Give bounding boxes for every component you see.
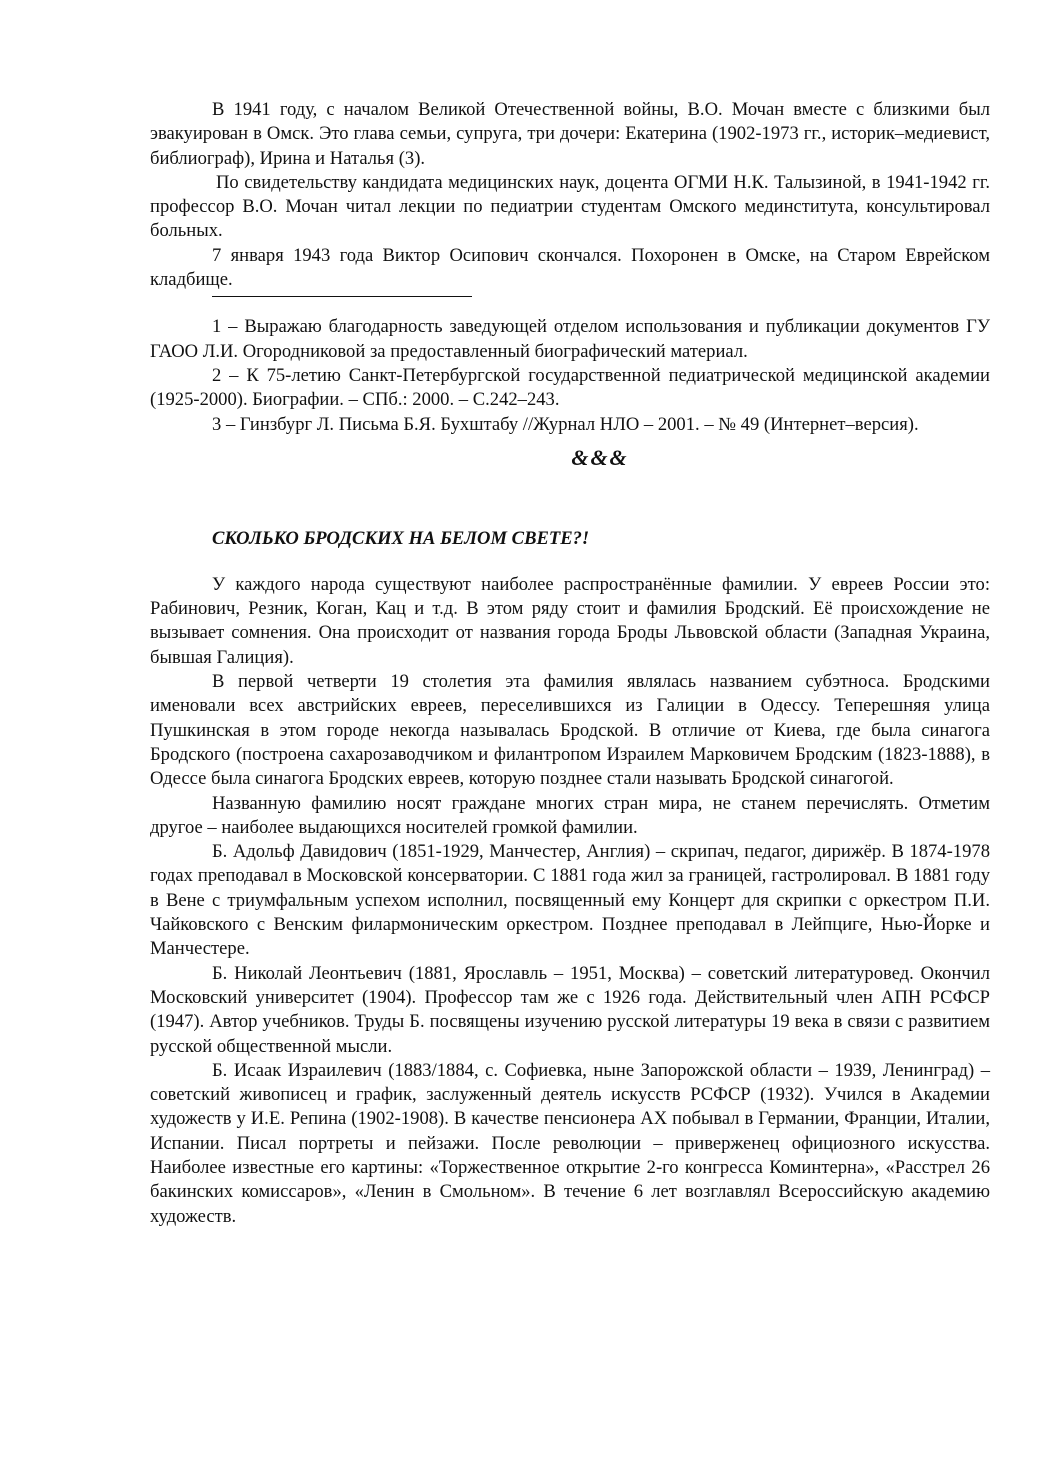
intro-paragraph-1: В 1941 году, с началом Великой Отечественной войны, В.О. Мочан вместе с близкими был эвакуирован в Омск. Это глава семьи, супруга, три дочери: Екатерина (1902-1973 гг., историк–медиевист, библиограф), Ирина и Наталья (3). [150,99,990,169]
article-paragraph: Б. Адольф Давидович (1851-1929, Манчестер, Англия) – скрипач, педагог, дирижёр. В 1874-1978 годах преподавал в Московской консерватории. С 1881 года жил за границей, гастролировал. В 1881 году в Вене с триумфальным успехом исполнил, посвященный ему Концерт для скрипки с оркестром П.И. Чайковского с Венским филармоническим оркестром. Позднее преподавал в Лейпциге, Нью-Йорке и Манчестере. [150,841,990,960]
article-paragraph: Б. Николай Леонтьевич (1881, Ярославль – 1951, Москва) – советский литературовед. Окончил Московский университет (1904). Профессор там же с 1926 года. Действительный член АПН РСФСР (1947). Автор учебников. Труды Б. посвящены изучению русской литературы 19 века в связи с развитием русской общественной мысли. [150,962,990,1057]
document-page [150,98,990,1229]
intro-paragraph-3: 7 января 1943 года Виктор Осипович скончался. Похоронен в Омске, на Старом Еврейском кладбище. [150,244,990,291]
article-paragraph: У каждого народа существуют наиболее распространённые фамилии. У евреев России это: Рабинович, Резник, Коган, Кац и т.д. В этом ряду стоит и фамилия Бродский. Её происхождение не вызывает сомнения. Она происходит от названия города Броды Львовской области (Западная Украина, бывшая Галиция). [150,573,990,668]
intro-paragraph-2: По свидетельству кандидата медицинских наук, доцента ОГМИ Н.К. Талызиной, в 1941-1942 гг. профессор В.О. Мочан читал лекции по педиатрии студентам Омского мединститута, консультировал больных. [150,171,990,242]
article-title: СКОЛЬКО БРОДСКИХ НА БЕЛОМ СВЕТЕ?! [212,527,590,549]
footnote-1: 1 – Выражаю благодарность заведующей отделом использования и публикации документов ГУ ГАОО Л.И. Огородниковой за предоставленный биографический материал. [150,316,990,362]
section-divider-ornament: &&& [571,444,629,470]
article-paragraph: В первой четверти 19 столетия эта фамилия являлась названием субэтноса. Бродскими именовали всех австрийских евреев, переселившихся из Галиции в Одессу. Теперешняя улица Пушкинская в этом городе некогда называлась Бродской. В отличие от Киева, где была синагога Бродского (построена сахарозаводчиком и филантропом Израилем Марковичем Бродским (1823-1888), в Одессе была синагога Бродских евреев, которую позднее стали называть Бродской синагогой. [150,671,990,790]
article-paragraph: Названную фамилию носят граждане многих стран мира, не станем перечислять. Отметим другое – наиболее выдающихся носителей громкой фамилии. [150,792,990,838]
footnote-2: 2 – К 75-летию Санкт-Петербургской государственной педиатрической медицинской академии (1925-2000). Биографии. – СПб.: 2000. – С.242–243. [150,364,990,411]
article-paragraph: Б. Исаак Израилевич (1883/1884, с. Софиевка, ныне Запорожской области – 1939, Ленинград) – советский живописец и график, заслуженный деятель искусств РСФСР (1932). Учился в Академии художеств у И.Е. Репина (1902-1908). В качестве пенсионера АХ побывал в Германии, Франции, Италии, Испании. Писал портреты и пейзажи. После революции – приверженец официозного искусства. Наиболее известные его картины: «Торжественное открытие 2-го конгресса Коминтерна», «Расстрел 26 бакинских комиссаров», «Ленин в Смольном». В течение 6 лет возглавлял Всероссийскую академию художеств. [150,1059,990,1227]
footnote-separator [212,296,472,315]
footnote-3: 3 – Гинзбург Л. Письма Б.Я. Бухштабу //Журнал НЛО – 2001. – № 49 (Интернет–версия). [212,413,919,435]
